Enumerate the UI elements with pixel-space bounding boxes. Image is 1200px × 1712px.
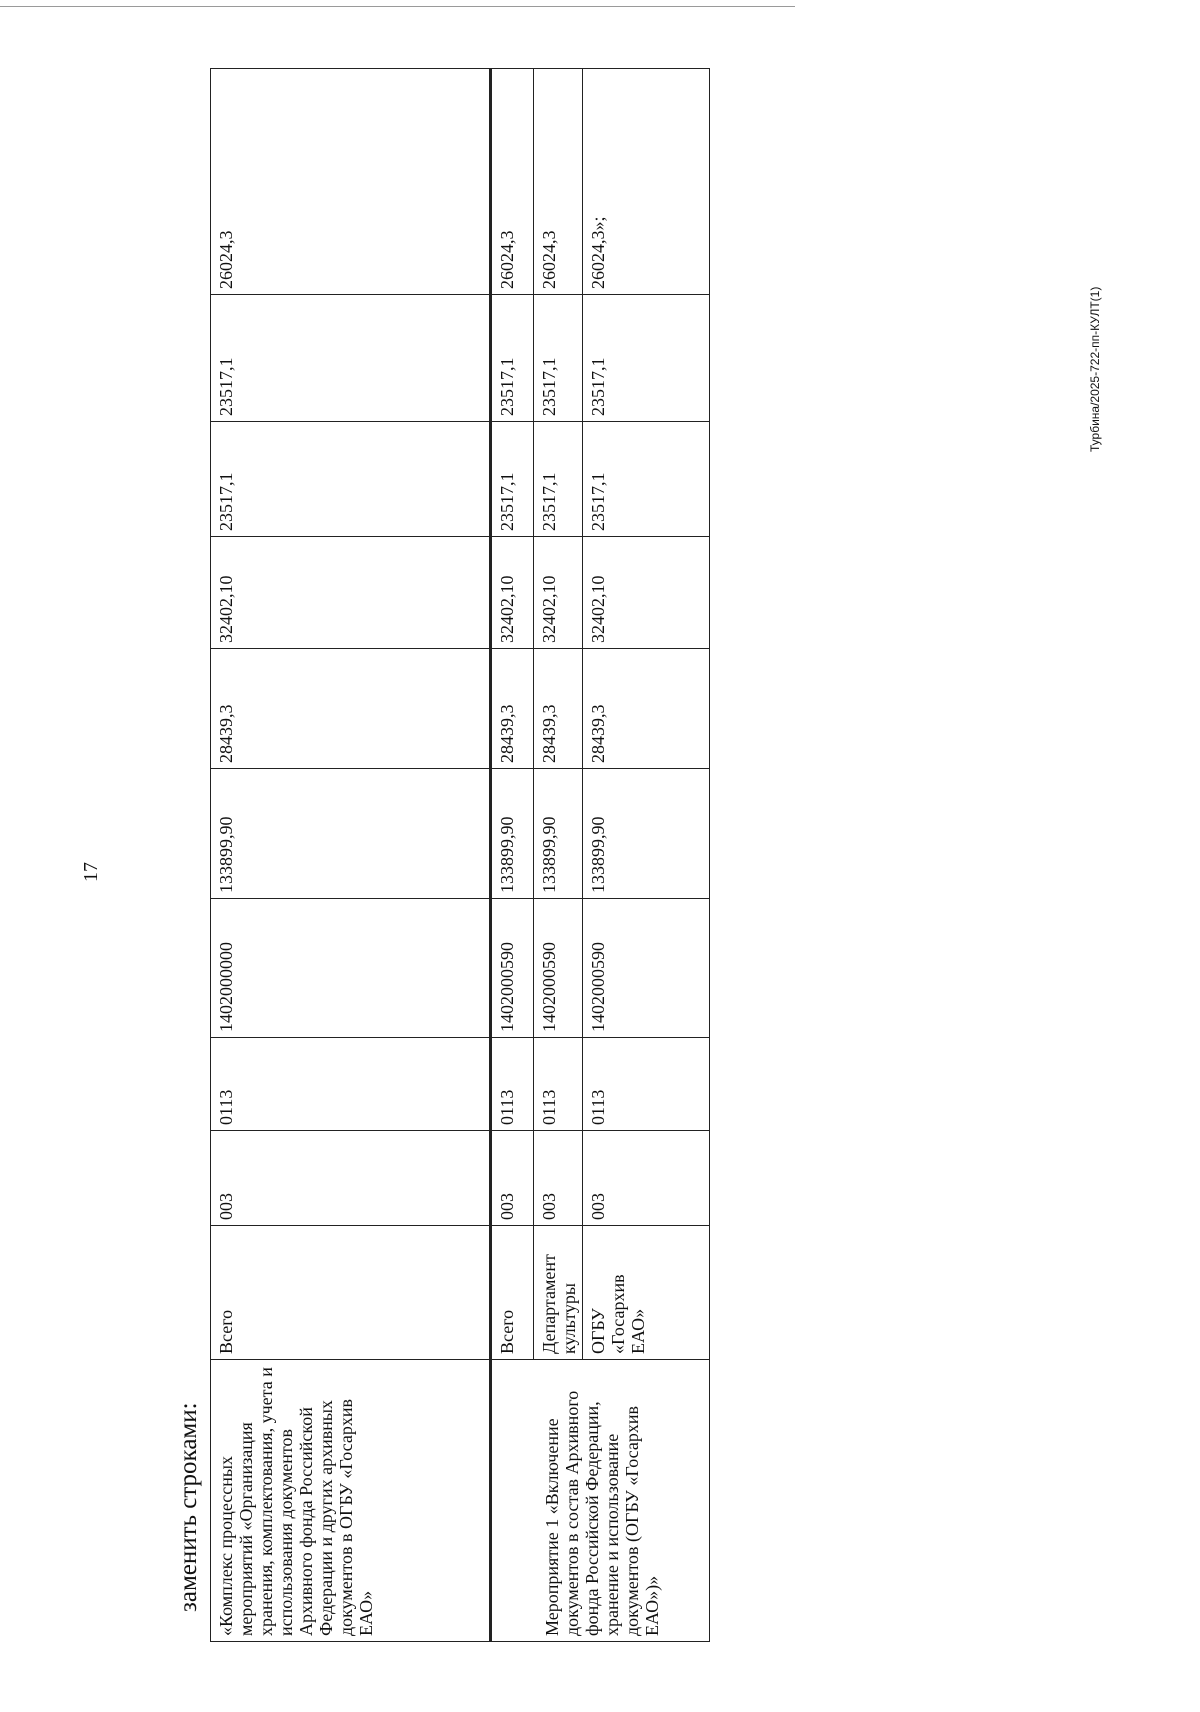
value-cell: 26024,3 [534,69,583,295]
value-cell: 32402,10 [534,537,583,649]
value-cell: 28439,3 [534,649,583,769]
total-cell: 133899,90 [583,769,710,899]
value-cell: 23517,1 [583,422,710,537]
value-cell: 32402,10 [583,537,710,649]
document-code: Турбина/2025-722-пп-КУЛТ(1) [1088,286,1102,452]
grbs-cell: 003 [534,1131,583,1226]
rzpr-cell: 0113 [491,1038,534,1131]
value-cell: 23517,1 [211,295,491,422]
value-cell: 23517,1 [534,295,583,422]
executor-cell: Всего [211,1226,491,1360]
value-cell: 23517,1 [491,422,534,537]
row-name-cell: Мероприятие 1 «Включение документов в состав Архивного фонда Российской Федерации, хранение и использование документов (ОГБУ «Госархив ЕАО»)» [491,1360,710,1642]
budget-table [210,68,710,1642]
value-cell: 26024,3 [491,69,534,295]
grbs-cell: 003 [583,1131,710,1226]
value-cell: 23517,1 [491,295,534,422]
grbs-cell: 003 [211,1131,491,1226]
value-cell: 28439,3 [491,649,534,769]
csr-cell: 1402000590 [534,899,583,1038]
value-cell: 23517,1 [583,295,710,422]
total-cell: 133899,90 [211,769,491,899]
row-name-cell: «Комплекс процессных мероприятий «Организация хранения, комплектования, учета и использования документов Архивного фонда Российской Федерации и других архивных документов в ОГБУ «Госархив ЕАО» [211,1360,491,1642]
executor-cell: Департамент культуры [534,1226,583,1360]
table-row [491,69,534,1642]
rzpr-cell: 0113 [583,1038,710,1131]
executor-cell: Всего [491,1226,534,1360]
executor-cell: ОГБУ «Госархив ЕАО» [583,1226,710,1360]
rzpr-cell: 0113 [211,1038,491,1131]
table-row [211,69,491,1642]
csr-cell: 1402000590 [491,899,534,1038]
value-cell: 28439,3 [211,649,491,769]
value-cell: 23517,1 [534,422,583,537]
csr-cell: 1402000000 [211,899,491,1038]
total-cell: 133899,90 [534,769,583,899]
caption-text: заменить строками: [175,1402,202,1612]
value-cell: 23517,1 [211,422,491,537]
rzpr-cell: 0113 [534,1038,583,1131]
grbs-cell: 003 [491,1131,534,1226]
csr-cell: 1402000590 [583,899,710,1038]
page-number: 17 [80,862,102,882]
value-cell: 32402,10 [211,537,491,649]
value-cell: 32402,10 [491,537,534,649]
total-cell: 133899,90 [491,769,534,899]
value-cell: 28439,3 [583,649,710,769]
value-cell: 26024,3»; [583,69,710,295]
value-cell: 26024,3 [211,69,491,295]
